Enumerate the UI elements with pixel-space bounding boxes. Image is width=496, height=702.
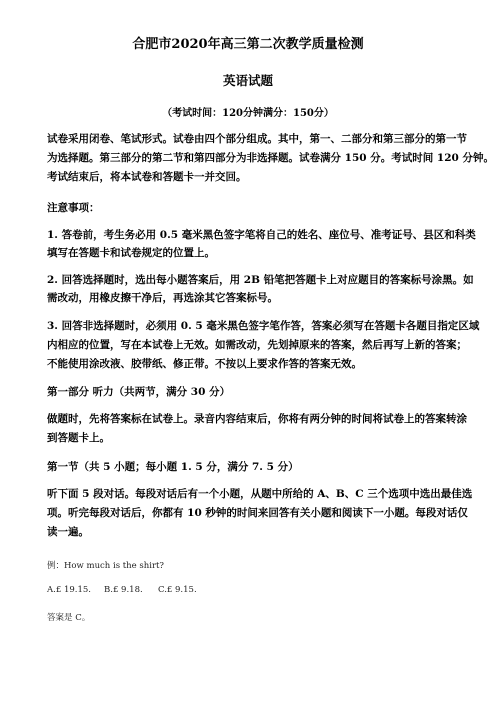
intro-line-2: 为选择题。第三部分的第二节和第四部分为非选择题。试卷满分 150 分。考试时间 120 分钟。 bbox=[47, 152, 494, 164]
notice-item-3-line-3: 不能使用涂改液、胶带纸、修正带。不按以上要求作答的答案无效。 bbox=[47, 358, 362, 370]
notice-item-1-line-2: 填写在答题卡和试卷规定的位置上。 bbox=[47, 247, 215, 259]
notice-item-3-line-2: 内相应的位置，写在本试卷上无效。如需改动，先划掉原来的答案，然后再写上新的答案； bbox=[47, 339, 467, 351]
example-option-a: A.£ 19.15. bbox=[47, 585, 91, 595]
notice-item-2-line-1: 2. 回答选择题时，选出每小题答案后，用 2B 铅笔把答题卡上对应题目的答案标号涂黑。如 bbox=[47, 274, 474, 286]
example-option-b: B.£ 9.18. bbox=[104, 585, 143, 595]
notice-heading: 注意事项： bbox=[47, 202, 100, 214]
part1-heading: 第一部分 听力（共两节，满分 30 分） bbox=[47, 386, 231, 398]
part1-instructions-line-2: 到答题卡上。 bbox=[47, 432, 110, 444]
section1-instructions-line-2: 项。听完每段对话后，你都有 10 秒钟的时间来回答有关小题和阅读下一小题。每段对话仅 bbox=[47, 507, 468, 519]
notice-item-1-line-1: 1. 答卷前，考生务必用 0.5 毫米黑色签字笔将自己的姓名、座位号、准考证号、县区和科类 bbox=[47, 229, 476, 241]
example-option-c: C.£ 9.15. bbox=[158, 585, 197, 595]
notice-item-3-line-1: 3. 回答非选择题时，必须用 0. 5 毫米黑色签字笔作答，答案必须写在答题卡各题目指定区域 bbox=[47, 320, 480, 332]
intro-line-1: 试卷采用闭卷、笔试形式。试卷由四个部分组成。其中，第一、二部分和第三部分的第一节 bbox=[47, 133, 467, 145]
section1-instructions-line-3: 读一遍。 bbox=[47, 526, 89, 538]
section1-instructions-line-1: 听下面 5 段对话。每段对话后有一个小题，从题中所给的 A、B、C 三个选项中选出最佳选 bbox=[47, 488, 473, 500]
intro-line-3: 考试结束后，将本试卷和答题卡一并交回。 bbox=[47, 171, 247, 183]
exam-time-info: （考试时间：120分钟满分：150分） bbox=[162, 108, 334, 119]
example-answer: 答案是 C。 bbox=[47, 613, 91, 623]
example-question: 例：How much is the shirt? bbox=[47, 561, 164, 571]
notice-item-2-line-2: 需改动，用橡皮擦干净后，再选涂其它答案标号。 bbox=[47, 292, 278, 304]
exam-title: 合肥市2020年高三第二次教学质量检测 bbox=[132, 37, 364, 52]
exam-subtitle: 英语试题 bbox=[222, 73, 273, 88]
part1-instructions-line-1: 做题时，先将答案标在试卷上。录音内容结束后，你将有两分钟的时间将试卷上的答案转涂 bbox=[47, 413, 467, 425]
section1-heading: 第一节（共 5 小题；每小题 1. 5 分，满分 7. 5 分） bbox=[47, 461, 299, 473]
